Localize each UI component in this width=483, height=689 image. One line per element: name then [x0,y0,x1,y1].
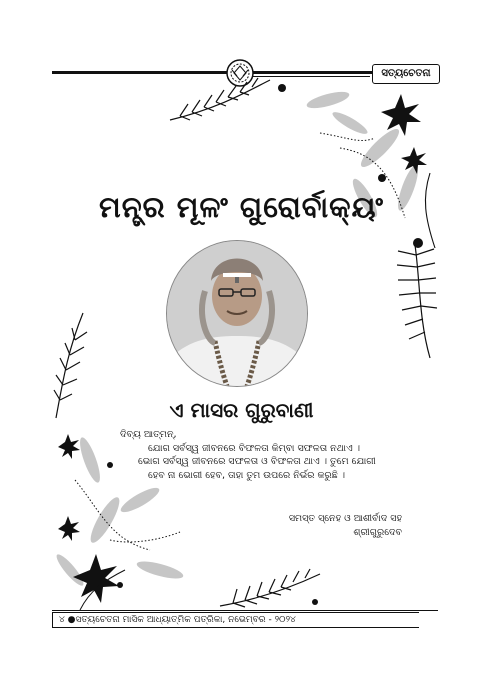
header-rule-thin [250,76,370,77]
page-title: ମନ୍ତ୍ର ମୂଳଂ ଗୁରୋର୍ବାକ୍ୟଂ [99,190,384,224]
message-line: ଭୋଗ ସର୍ବସ୍ୱ ଜୀବନରେ ସଫଳତା ଓ ବିଫଳତା ଥାଏ । ତୁମେ ଯୋଗୀ [138,456,376,467]
salutation: ଦିବ୍ୟ ଆତ୍ମନ୍, [120,429,177,440]
footer-bar: ୪ ●ସତ୍ୟଚେତନା ମାସିକ ଆଧ୍ୟାତ୍ମିକ ପତ୍ରିକା, ନଭେମ୍ବର - ୨୦୨୪ [52,612,419,628]
signature-name: ଶ୍ରୀଗୁରୁଦେବ [353,527,402,538]
message-line: ଯୋଗ ସର୍ବସ୍ୱ ଜୀବନରେ ବିଫଳତା କିମ୍ବା ସଫଳତା ନଥାଏ । [148,442,360,454]
message-line: ହେବ ନା ଭୋଗୀ ହେବ, ତାହା ତୁମ ଉପରେ ନିର୍ଭର କରୁଛି । [148,469,346,481]
page-subtitle: ଏ ମାସର ଗୁରୁବାଣୀ [169,398,314,422]
header-rule [52,71,372,74]
guru-portrait [166,240,308,387]
bottom-fern-decoration [215,570,325,610]
right-fern-decoration [385,240,445,360]
signature-block [252,512,402,540]
portrait-image [167,241,307,386]
guru-message [120,428,420,482]
brand-tab: ସତ୍ୟଚେତନା [372,64,440,84]
closing-text: ସମସ୍ତ ସ୍ନେହ ଓ ଆଶୀର୍ବାଦ ସହ [288,513,402,524]
footer-rule [52,610,438,611]
fern-branch-left [170,78,270,120]
